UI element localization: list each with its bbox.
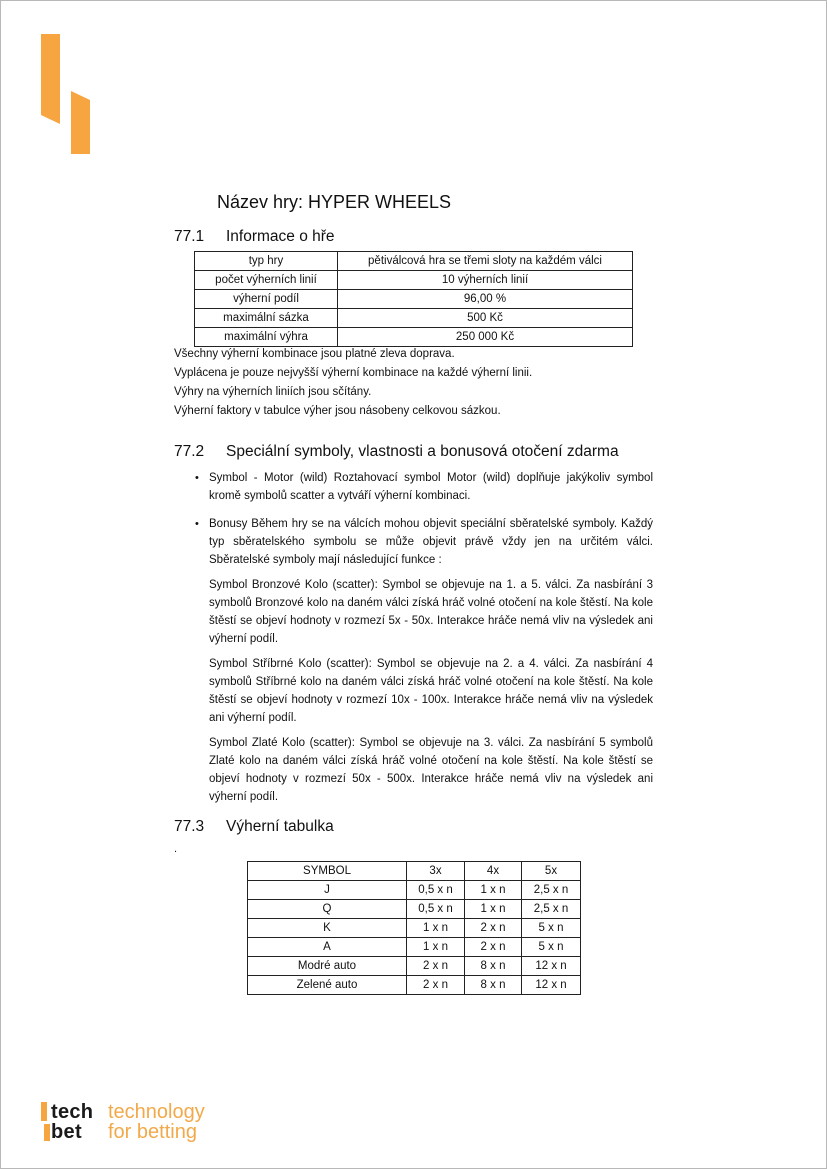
info-key: maximální sázka: [195, 309, 338, 328]
info-key: maximální výhra: [195, 328, 338, 347]
table-row: [195, 328, 633, 347]
info-value: pětiválcová hra se třemi sloty na každém válci: [338, 252, 633, 271]
column-header: SYMBOL: [248, 862, 407, 881]
table-row: [195, 309, 633, 328]
symbol-cell: J: [248, 881, 407, 900]
table-row: [195, 290, 633, 309]
page-title: Název hry: HYPER WHEELS: [217, 192, 452, 212]
table-header-row: [248, 862, 581, 881]
info-key: typ hry: [195, 252, 338, 271]
table-row: [195, 271, 633, 290]
scatter-bronze-paragraph: Symbol Bronzové Kolo (scatter): Symbol se objevuje na 1. a 5. válci. Za nasbírání 3 symbolů Bronzové kolo na daném válci získá hráč volné otočení na kole štěstí. Na kole štěstí se objeví hodnoty v rozmezí 5x - 50x. Interakce hráče nemá vliv na výsledek ani výherní podíl.: [209, 579, 653, 645]
payout-cell: 2,5 x n: [522, 881, 581, 900]
section-number: 77.3: [174, 818, 205, 835]
column-header: 3x: [407, 862, 465, 881]
note-line: Vyplácena je pouze nejvyšší výherní kombinace na každé výherní linii.: [174, 367, 533, 379]
brand-logo-icon: [41, 34, 93, 156]
bullet-text: Symbol - Motor (wild) Roztahovací symbol Motor (wild) doplňuje jakýkoliv symbol kromě symbolů scatter a vytváří výherní kombinaci.: [209, 472, 653, 502]
bonus-bullet: [195, 515, 653, 806]
bullet-icon: •: [195, 518, 199, 530]
note-line: Všechny výherní kombinace jsou platné zleva doprava.: [174, 348, 455, 360]
payout-cell: 8 x n: [465, 976, 522, 995]
section-title: Výherní tabulka: [226, 818, 334, 835]
paytable: [247, 861, 581, 995]
section-number: 77.2: [174, 443, 205, 460]
payout-cell: 1 x n: [465, 900, 522, 919]
table-row: [248, 976, 581, 995]
payout-cell: 0,5 x n: [407, 881, 465, 900]
table-row: [195, 252, 633, 271]
section-number: 77.1: [174, 228, 205, 245]
section-heading-77-2: [174, 443, 619, 461]
rules-notes: [174, 345, 532, 421]
note-line: Výherní faktory v tabulce výher jsou násobeny celkovou sázkou.: [174, 405, 501, 417]
payout-cell: 2,5 x n: [522, 900, 581, 919]
info-key: výherní podíl: [195, 290, 338, 309]
payout-cell: 12 x n: [522, 976, 581, 995]
payout-cell: 2 x n: [465, 938, 522, 957]
wild-symbol-bullet: [195, 469, 653, 505]
logo-for-betting-text: for betting: [108, 1121, 197, 1143]
table-row: [248, 900, 581, 919]
info-value: 96,00 %: [338, 290, 633, 309]
column-header: 5x: [522, 862, 581, 881]
stray-dot: .: [174, 843, 178, 855]
symbol-cell: A: [248, 938, 407, 957]
payout-cell: 5 x n: [522, 938, 581, 957]
payout-cell: 1 x n: [465, 881, 522, 900]
table-row: [248, 919, 581, 938]
logo-bet-text: bet: [51, 1121, 82, 1143]
logo-technology-text: technology: [108, 1101, 205, 1123]
logo-tech-text: tech: [51, 1101, 94, 1123]
game-info-table: [194, 251, 633, 347]
info-value: 250 000 Kč: [338, 328, 633, 347]
footer-logo: [41, 1099, 241, 1147]
section-heading-77-1: [174, 228, 335, 246]
logo-bar-icon: [44, 1124, 50, 1141]
bullet-icon: •: [195, 472, 199, 484]
symbol-cell: K: [248, 919, 407, 938]
payout-cell: 1 x n: [407, 919, 465, 938]
logo-bar-icon: [41, 1102, 47, 1121]
symbol-cell: Q: [248, 900, 407, 919]
table-row: [248, 881, 581, 900]
bullet-text: Bonusy Během hry se na válcích mohou objevit speciální sběratelské symboly. Každý typ sběratelského symbolu se může objevit právě vždy jen na určitém válci. Sběratelské symboly mají následující funkce :: [209, 518, 653, 566]
symbol-cell: Zelené auto: [248, 976, 407, 995]
section-title: Informace o hře: [226, 228, 335, 245]
table-row: [248, 938, 581, 957]
payout-cell: 8 x n: [465, 957, 522, 976]
payout-cell: 5 x n: [522, 919, 581, 938]
payout-cell: 2 x n: [465, 919, 522, 938]
scatter-silver-paragraph: Symbol Stříbrné Kolo (scatter): Symbol se objevuje na 2. a 4. válci. Za nasbírání 4 symbolů Stříbrné kolo na daném válci získá hráč volné otočení na kole štěstí. Na kole štěstí se objeví hodnoty v rozmezí 10x - 100x. Interakce hráče nemá vliv na výsledek ani výherní podíl.: [209, 658, 653, 724]
info-value: 500 Kč: [338, 309, 633, 328]
note-line: Výhry na výherních liniích jsou sčítány.: [174, 386, 372, 398]
payout-cell: 1 x n: [407, 938, 465, 957]
table-row: [248, 957, 581, 976]
section-heading-77-3: [174, 818, 334, 836]
column-header: 4x: [465, 862, 522, 881]
info-value: 10 výherních linií: [338, 271, 633, 290]
info-key: počet výherních linií: [195, 271, 338, 290]
payout-cell: 0,5 x n: [407, 900, 465, 919]
symbol-cell: Modré auto: [248, 957, 407, 976]
section-title: Speciální symboly, vlastnosti a bonusová otočení zdarma: [226, 443, 619, 460]
payout-cell: 12 x n: [522, 957, 581, 976]
scatter-gold-paragraph: Symbol Zlaté Kolo (scatter): Symbol se objevuje na 3. válci. Za nasbírání 5 symbolů Zlaté kolo na daném válci získá hráč volné otočení na kole štěstí. Na kole štěstí se objeví hodnoty v rozmezí 50x - 500x. Interakce hráče nemá vliv na výsledek ani výherní podíl.: [209, 737, 653, 803]
payout-cell: 2 x n: [407, 957, 465, 976]
payout-cell: 2 x n: [407, 976, 465, 995]
